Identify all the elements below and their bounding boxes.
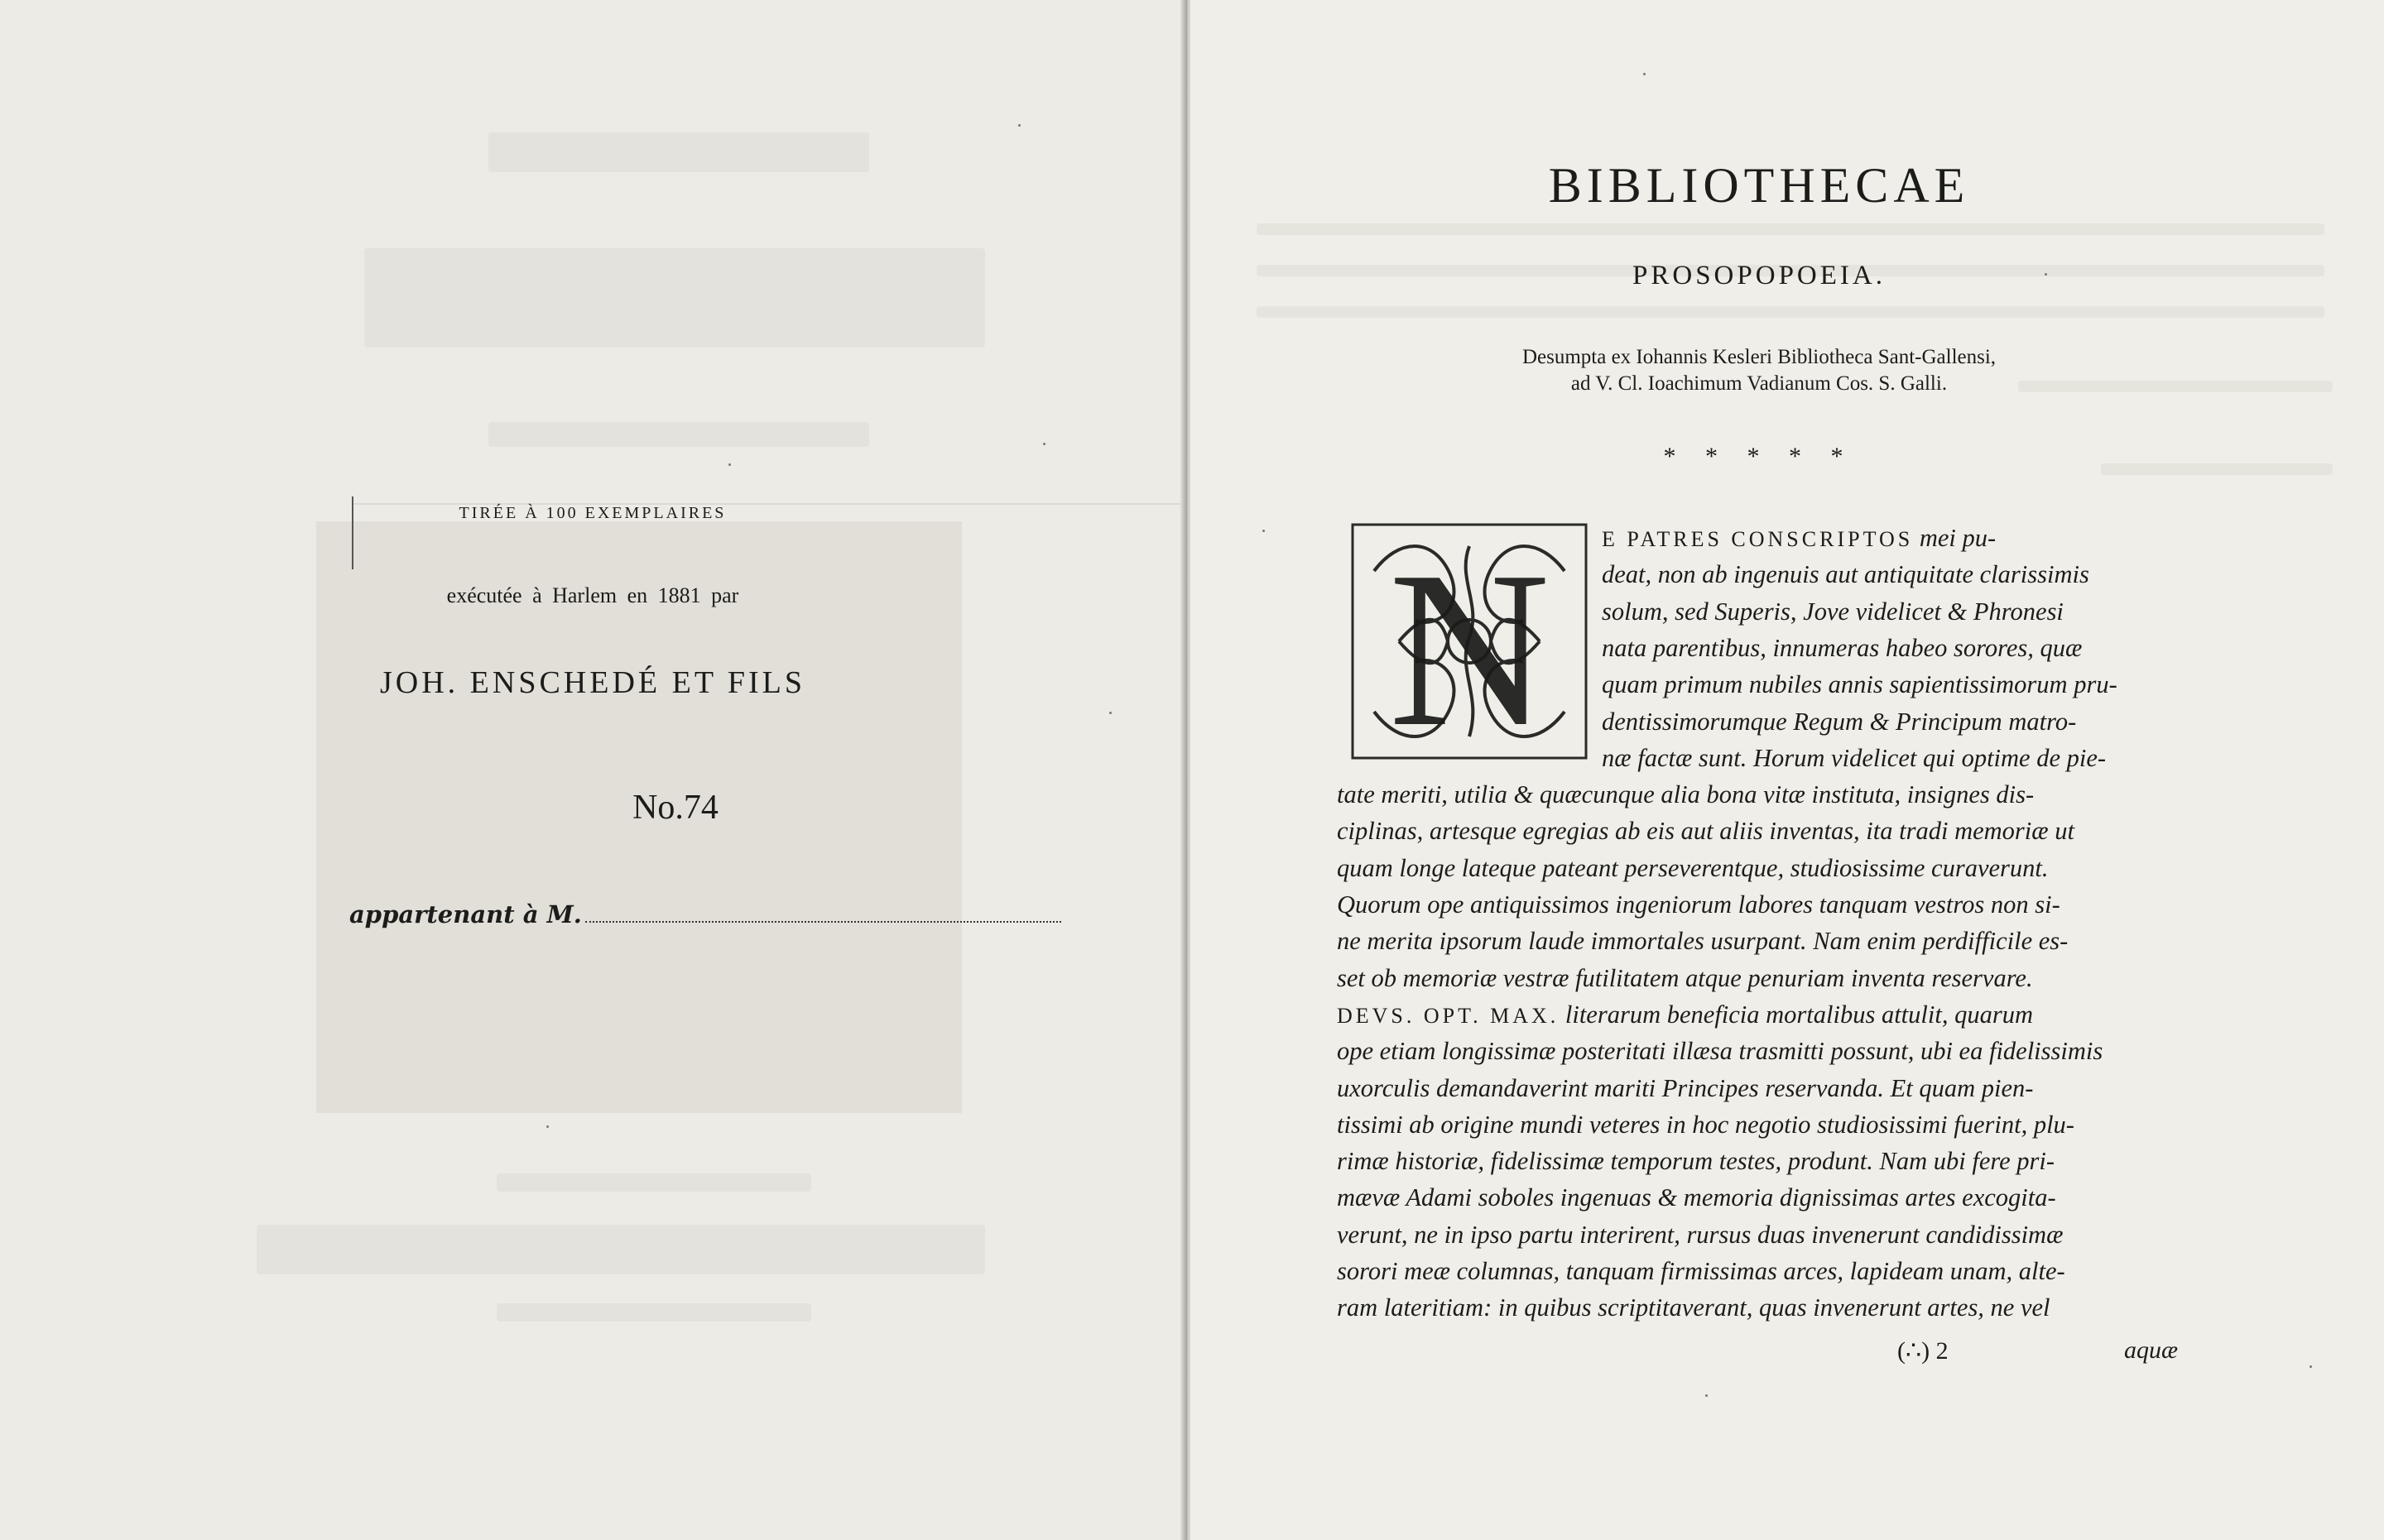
paper-speck [1018,124,1021,127]
owner-dotted-line [585,903,1061,923]
italic-text: næ factæ sunt. Horum videlicet qui optime de pie- [1602,743,2107,772]
italic-text: ciplinas, artesque egregias ab eis aut aliis inventas, ita tradi memoriæ ut [1337,817,2074,846]
text-line [1337,1033,2173,1069]
italic-text: Quorum ope antiquissimos ingeniorum labores tanquam vestros non si- [1337,890,2060,919]
paper-speck [1043,443,1045,445]
text-line [1337,1143,2173,1179]
italic-text: mei pu- [1913,524,1997,552]
italic-text: uxorculis demandaverint mariti Principes reservanda. Et quam pien- [1337,1073,2034,1102]
text-line [1337,1216,2173,1253]
italic-text: rimæ historiæ, fidelissimæ temporum testes, produnt. Nam ubi fere pri- [1337,1147,2055,1176]
signature-mark: (∴) 2 [1897,1337,1949,1365]
decorated-initial [1349,521,1589,761]
text-line [1602,740,2173,776]
show-through-mark [1257,223,2324,235]
show-through-mark [488,422,869,447]
italic-text: deat, non ab ingenuis aut antiquitate clarissimis [1602,560,2089,589]
edition-note: TIRÉE À 100 EXEMPLAIRES [459,504,727,522]
text-line [1337,1289,2173,1326]
italic-text: sorori meæ columnas, tanquam firmissimas arces, lapideam unam, alte- [1337,1257,2065,1285]
paper-speck [1705,1394,1708,1397]
show-through-mark [364,248,985,348]
text-line [1337,960,2173,996]
text-line [1337,996,2173,1034]
paper-speck [2310,1365,2312,1368]
paper-speck [546,1125,549,1128]
text-line [1337,1253,2173,1289]
copy-number: No.74 [632,789,719,827]
italic-text: quam longe lateque pateant perseverentque, studiosissime curaverunt. [1337,853,2049,882]
text-line [1602,630,2173,666]
paper-speck [728,463,731,466]
source-line-2: ad V. Cl. Ioachimum Vadianum Cos. S. Galli. [1570,372,1948,395]
text-line [1602,666,2173,703]
paper-speck [1109,712,1112,714]
show-through-mark [497,1303,811,1322]
italic-text: set ob memoriæ vestræ futilitatem atque penuriam inventa reservare. [1337,963,2033,992]
italic-text: literarum beneficia mortalibus attulit, quarum [1559,1000,2033,1029]
italic-text: verunt, ne in ipso partu interirent, rursus duas invenerunt candidissimæ [1337,1220,2064,1249]
text-line [1602,556,2173,592]
italic-text: mævæ Adami soboles ingenuas & memoria dignissimas artes excogita- [1337,1183,2056,1212]
italic-text: tate meriti, utilia & quæcunque alia bona vitæ instituta, insignes dis- [1337,780,2035,809]
initial-letter: N [1388,525,1550,761]
source-line-1: Desumpta ex Iohannis Kesleri Bibliotheca Sant-Gallensi, [1521,346,1997,368]
small-caps-text: E PATRES CONSCRIPTOS [1602,527,1914,551]
ornament-stars: * * * * * [1663,443,1855,470]
italic-text: dentissimorumque Regum & Principum matro- [1602,707,2077,736]
paper-speck [1643,73,1646,75]
show-through-mark [1257,306,2324,318]
show-through-mark [488,132,869,172]
italic-text: ram lateritiam: in quibus scriptitaverant, quas invenerunt artes, ne vel [1337,1293,2050,1322]
page-subtitle: PROSOPOPOEIA. [1632,261,1886,290]
paper-speck [1262,530,1265,532]
show-through-mark [497,1173,811,1192]
owner-label: appartenant à M. [349,900,582,928]
italic-text: nata parentibus, innumeras habeo sorores, quæ [1602,633,2083,662]
catchword: aquæ [2124,1336,2179,1364]
italic-text: quam primum nubiles annis sapientissimorum pru- [1602,670,2117,699]
text-line [1337,1070,2173,1106]
page-title: BIBLIOTHECAE [1548,158,1970,213]
italic-text: ne merita ipsorum laude immortales usurpant. Nam enim perdifficile es- [1337,927,2069,956]
paper-speck [2045,273,2047,276]
text-line [1602,520,2173,558]
text-line [1602,593,2173,630]
printing-note: exécutée à Harlem en 1881 par [446,583,739,607]
text-line [1337,886,2173,923]
show-through-mark [257,1225,985,1274]
text-line [1337,850,2173,886]
italic-text: solum, sed Superis, Jove videlicet & Phronesi [1602,597,2064,626]
owner-line [349,900,1061,928]
italic-text: tissimi ab origine mundi veteres in hoc negotio studiosissimi fuerint, plu- [1337,1110,2074,1139]
printer-name: JOH. ENSCHEDÉ ET FILS [380,665,805,700]
italic-text: ope etiam longissimæ posteritati illæsa trasmitti possunt, ubi ea fidelissimis [1337,1037,2103,1066]
text-line [1337,776,2173,813]
text-line [1337,813,2173,849]
text-line [1337,1106,2173,1143]
left-page [0,0,1185,1540]
text-line [1602,703,2173,740]
text-line [1337,1179,2173,1216]
small-caps-text: DEVS. OPT. MAX. [1337,1003,1560,1028]
text-line [1337,923,2173,959]
